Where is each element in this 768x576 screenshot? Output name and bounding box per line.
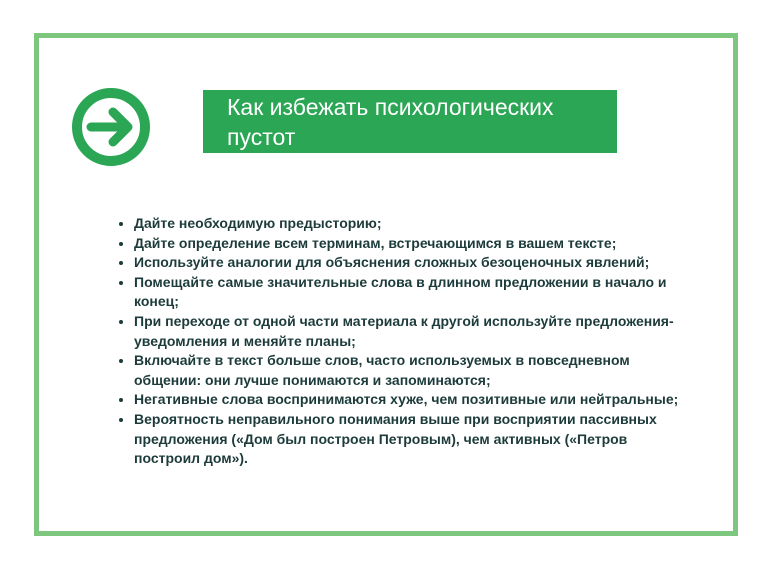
list-item: • Включайте в текст больше слов, часто используемых в повседневном общении: они лучше понимаются и запоминаются;	[134, 351, 694, 390]
list-item: • Негативные слова воспринимаются хуже, чем позитивные или нейтральные;	[134, 390, 694, 410]
list-item: • Используйте аналогии для объяснения сложных безоценочных явлений;	[134, 253, 694, 273]
list-item: • Дайте определение всем терминам, встречающимся в вашем тексте;	[134, 234, 694, 254]
list-item: • Помещайте самые значительные слова в длинном предложении в начало и конец;	[134, 273, 694, 312]
list-item: • Вероятность неправильного понимания выше при восприятии пассивных предложения («Дом был построен Петровым), чем активных («Петров построил дом»).	[134, 410, 694, 469]
list-item: • Дайте необходимую предысторию;	[134, 214, 694, 234]
arrow-right-circle-icon	[71, 87, 151, 167]
bullet-list	[118, 214, 694, 469]
slide-title: Как избежать психологических пустот	[203, 90, 617, 153]
list-item: • При переходе от одной части материала к другой используйте предложения-уведомления и меняйте планы;	[134, 312, 694, 351]
